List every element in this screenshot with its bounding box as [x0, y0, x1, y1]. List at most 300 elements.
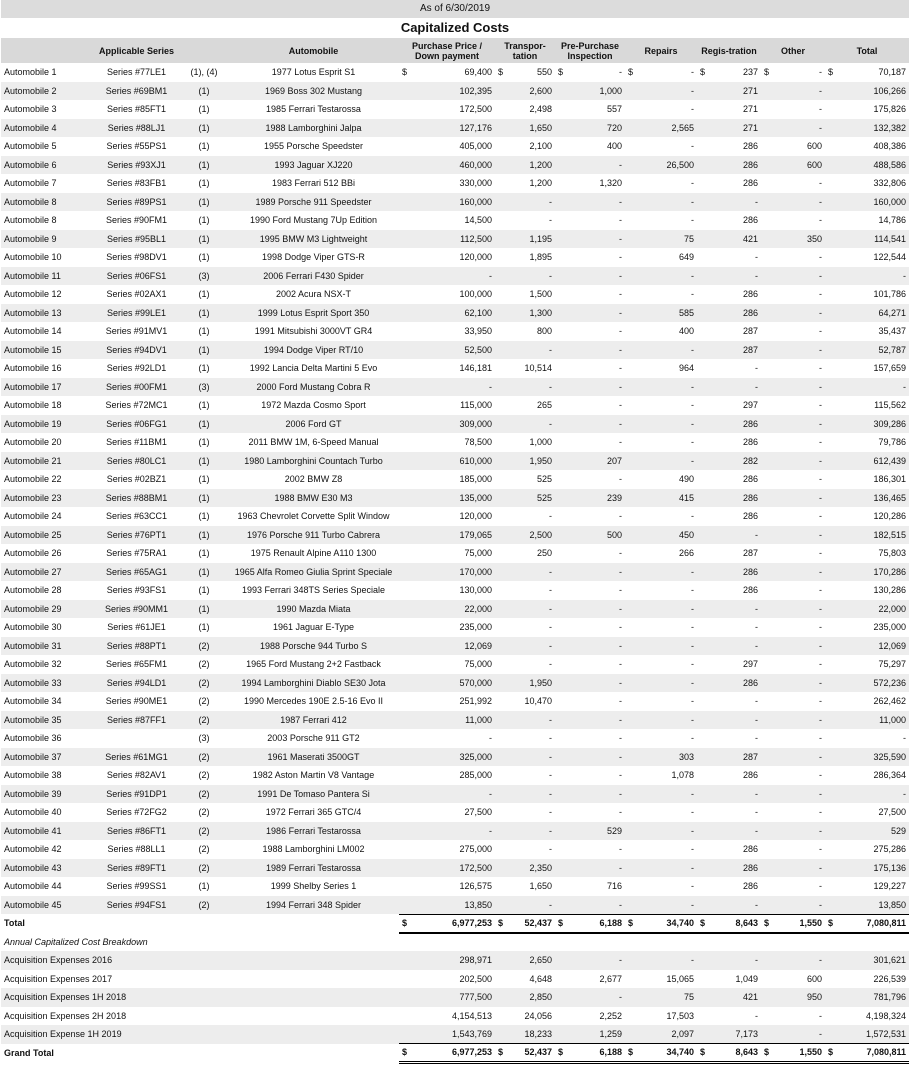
- purchase-cell-value: 610,000: [459, 455, 492, 466]
- total-cell: [825, 711, 909, 730]
- automobile-cell: 1994 Ferrari 348 Spider: [228, 896, 399, 915]
- automobile-cell: 1987 Ferrari 412: [228, 711, 399, 730]
- repairs-cell-value: -: [691, 289, 694, 300]
- purchase-cell-value: 126,575: [459, 881, 492, 892]
- registration-cell-value: 287: [742, 344, 758, 355]
- registration-cell: [697, 119, 761, 138]
- registration-cell: [697, 285, 761, 304]
- inspection-cell: [555, 711, 625, 730]
- purchase-cell-value: 14,500: [464, 215, 492, 226]
- registration-cell-value: 421: [742, 233, 758, 244]
- total-cell: [825, 396, 909, 415]
- total-cell: [825, 100, 909, 119]
- repairs-cell: [625, 822, 697, 841]
- inspection-cell-value: 716: [606, 881, 622, 892]
- breakdown-registration: [697, 988, 761, 1007]
- transport-cell-value: 10,470: [524, 696, 552, 707]
- transport-cell-value: -: [549, 788, 552, 799]
- table-header-row: [1, 38, 909, 63]
- breakdown-heading: Annual Capitalized Cost Breakdown: [4, 937, 148, 948]
- transport-cell-value: 525: [536, 492, 552, 503]
- inspection-cell-value: -: [619, 659, 622, 670]
- purchase-cell: [399, 526, 495, 545]
- total-cell-value: 612,439: [873, 455, 906, 466]
- series-cell: Series #87FF1: [93, 711, 180, 730]
- other-cell-value: -: [819, 881, 822, 892]
- note-cell: (1): [198, 474, 210, 485]
- currency-symbol: $: [700, 67, 706, 78]
- purchase-cell: [399, 822, 495, 841]
- repairs-cell: [625, 729, 697, 748]
- registration-cell-value: 286: [742, 566, 758, 577]
- automobile-id-cell: Automobile 20: [4, 437, 62, 448]
- header-registration: Regis-tration: [697, 38, 761, 63]
- purchase-cell-value: 13,850: [464, 899, 492, 910]
- note-cell: (1): [198, 400, 210, 411]
- grand-total-row-other: [761, 1044, 825, 1063]
- series-cell: Series #02AX1: [106, 289, 167, 300]
- grand-total-row-total-value: 7,080,811: [866, 1047, 906, 1058]
- inspection-cell: [555, 63, 625, 82]
- other-cell-value: -: [819, 289, 822, 300]
- purchase-cell-value: 570,000: [459, 677, 492, 688]
- other-cell-value: 600: [806, 141, 822, 152]
- transport-cell: [495, 100, 555, 119]
- other-cell: [761, 230, 825, 249]
- total-cell: [825, 378, 909, 397]
- transport-cell: [495, 896, 555, 915]
- other-cell: [761, 248, 825, 267]
- automobile-id-cell: Automobile 33: [1, 674, 93, 693]
- grand-total-row-registration: [697, 1044, 761, 1063]
- series-cell: [93, 729, 180, 748]
- repairs-cell: [625, 896, 697, 915]
- inspection-cell-value: -: [619, 67, 622, 78]
- inspection-cell-value: -: [619, 714, 622, 725]
- series-cell: Series #92LD1: [106, 363, 167, 374]
- breakdown-row: [1, 951, 909, 970]
- breakdown-other-value: 950: [806, 992, 822, 1003]
- inspection-cell-value: -: [619, 770, 622, 781]
- transport-cell: [495, 748, 555, 767]
- registration-cell: [697, 896, 761, 915]
- inspection-cell-value: -: [619, 344, 622, 355]
- breakdown-registration-value: -: [755, 955, 758, 966]
- note-cell: (1): [180, 526, 228, 545]
- registration-cell-value: 297: [742, 659, 758, 670]
- total-cell-value: 572,236: [873, 677, 906, 688]
- registration-cell-value: 286: [742, 418, 758, 429]
- transport-cell-value: -: [549, 733, 552, 744]
- repairs-cell: [625, 563, 697, 582]
- grand-total-row: [1, 1044, 909, 1063]
- table-row: [1, 637, 909, 656]
- transport-cell-value: 1,950: [529, 677, 552, 688]
- inspection-cell-value: -: [619, 159, 622, 170]
- automobile-id-cell: Automobile 5: [4, 141, 57, 152]
- purchase-cell: [399, 600, 495, 619]
- repairs-cell: [625, 711, 697, 730]
- note-cell: (1): [198, 363, 210, 374]
- total-row-total: [825, 914, 909, 933]
- note-cell: (1): [180, 563, 228, 582]
- registration-cell: [697, 230, 761, 249]
- series-cell: Series #90ME1: [105, 696, 168, 707]
- table-row: [1, 785, 909, 804]
- total-cell-value: 64,271: [878, 307, 906, 318]
- other-cell-value: -: [819, 492, 822, 503]
- inspection-cell: [555, 840, 625, 859]
- registration-cell: [697, 359, 761, 378]
- repairs-cell: [625, 433, 697, 452]
- repairs-cell: [625, 396, 697, 415]
- repairs-cell-value: -: [691, 196, 694, 207]
- other-cell: [761, 544, 825, 563]
- transport-cell-value: -: [549, 566, 552, 577]
- capitalized-costs-sheet: [1, 0, 909, 1064]
- total-cell: [825, 822, 909, 841]
- total-cell-value: 332,806: [873, 178, 906, 189]
- series-cell: Series #99LE1: [93, 304, 180, 323]
- repairs-cell-value: 649: [678, 252, 694, 263]
- transport-cell: [495, 415, 555, 434]
- registration-cell: [697, 563, 761, 582]
- purchase-cell-value: 135,000: [459, 492, 492, 503]
- inspection-cell-value: -: [619, 899, 622, 910]
- other-cell-value: -: [819, 677, 822, 688]
- inspection-cell-value: -: [619, 622, 622, 633]
- other-cell: [761, 692, 825, 711]
- currency-symbol: $: [558, 918, 564, 928]
- total-cell-value: 70,187: [878, 67, 906, 78]
- currency-symbol: $: [498, 918, 504, 928]
- automobile-id-cell: Automobile 22: [4, 474, 62, 485]
- purchase-cell: [399, 378, 495, 397]
- breakdown-inspection-value: -: [619, 992, 622, 1003]
- total-cell: [825, 63, 909, 82]
- automobile-cell: 2002 BMW Z8: [284, 474, 343, 485]
- inspection-cell: [555, 581, 625, 600]
- automobile-id-cell: Automobile 8: [1, 193, 93, 212]
- repairs-cell: [625, 600, 697, 619]
- total-cell: [825, 82, 909, 101]
- automobile-cell: 1988 Lamborghini LM002: [262, 844, 365, 855]
- total-cell: [825, 322, 909, 341]
- purchase-cell-value: 75,000: [464, 548, 492, 559]
- purchase-cell: [399, 193, 495, 212]
- transport-cell: [495, 729, 555, 748]
- other-cell: [761, 785, 825, 804]
- inspection-cell: [555, 803, 625, 822]
- table-row: [1, 896, 909, 915]
- automobile-cell: 1976 Porsche 911 Turbo Cabrera: [228, 526, 399, 545]
- other-cell: [761, 655, 825, 674]
- currency-symbol: $: [828, 67, 834, 78]
- transport-cell: [495, 137, 555, 156]
- note-cell: (1): [180, 230, 228, 249]
- total-cell: [825, 359, 909, 378]
- registration-cell-value: -: [755, 640, 758, 651]
- repairs-cell: [625, 581, 697, 600]
- automobile-id-cell: Automobile 16: [4, 363, 62, 374]
- other-cell: [761, 378, 825, 397]
- purchase-cell: [399, 766, 495, 785]
- other-cell-value: -: [819, 825, 822, 836]
- other-cell-value: -: [819, 122, 822, 133]
- breakdown-other: [761, 1025, 825, 1044]
- inspection-cell: [555, 378, 625, 397]
- table-row: [1, 322, 909, 341]
- series-cell: Series #76PT1: [93, 526, 180, 545]
- repairs-cell-value: -: [691, 141, 694, 152]
- breakdown-total: [825, 1007, 909, 1026]
- transport-cell: [495, 470, 555, 489]
- registration-cell: [697, 544, 761, 563]
- inspection-cell-value: -: [619, 603, 622, 614]
- registration-cell-value: 286: [742, 159, 758, 170]
- registration-cell: [697, 304, 761, 323]
- spacer-cell: [180, 914, 228, 933]
- note-cell: (1): [180, 156, 228, 175]
- table-row: [1, 655, 909, 674]
- registration-cell-value: 286: [742, 844, 758, 855]
- registration-cell: [697, 137, 761, 156]
- total-cell: [825, 600, 909, 619]
- purchase-cell-value: 330,000: [459, 178, 492, 189]
- purchase-cell-value: 75,000: [464, 659, 492, 670]
- breakdown-label: Acquisition Expenses 1H 2018: [1, 988, 399, 1007]
- total-cell: [825, 193, 909, 212]
- total-row-inspection-value: 6,188: [599, 918, 622, 928]
- repairs-cell-value: -: [691, 455, 694, 466]
- automobile-id-cell: Automobile 19: [1, 415, 93, 434]
- header-repairs: Repairs: [625, 38, 697, 63]
- registration-cell-value: 286: [742, 492, 758, 503]
- repairs-cell-value: 75: [683, 233, 694, 244]
- spacer-cell: [228, 914, 399, 933]
- other-cell: [761, 637, 825, 656]
- grand-total-row-transport: [495, 1044, 555, 1063]
- purchase-cell-value: 172,500: [459, 862, 492, 873]
- other-cell-value: -: [819, 659, 822, 670]
- breakdown-total: [825, 988, 909, 1007]
- note-cell: (2): [180, 674, 228, 693]
- breakdown-other: [761, 970, 825, 989]
- other-cell-value: -: [819, 400, 822, 411]
- purchase-cell: [399, 267, 495, 286]
- other-cell: [761, 452, 825, 471]
- series-cell: Series #69BM1: [93, 82, 180, 101]
- purchase-cell-value: 100,000: [459, 289, 492, 300]
- inspection-cell: [555, 119, 625, 138]
- transport-cell-value: 800: [536, 326, 552, 337]
- purchase-cell: [399, 82, 495, 101]
- registration-cell-value: 287: [742, 326, 758, 337]
- purchase-cell-value: 120,000: [459, 511, 492, 522]
- series-cell: Series #65FM1: [105, 659, 168, 670]
- transport-cell-value: -: [549, 751, 552, 762]
- table-row: [1, 748, 909, 767]
- total-cell: [825, 341, 909, 360]
- total-cell-value: 79,786: [878, 437, 906, 448]
- total-cell: [825, 748, 909, 767]
- series-cell: Series #55PS1: [106, 141, 167, 152]
- automobile-id-cell: Automobile 4: [1, 119, 93, 138]
- automobile-id-cell: Automobile 37: [1, 748, 93, 767]
- inspection-cell-value: -: [619, 363, 622, 374]
- automobile-cell: 1990 Mazda Miata: [228, 600, 399, 619]
- transport-cell: [495, 193, 555, 212]
- note-cell: (2): [180, 711, 228, 730]
- transport-cell: [495, 452, 555, 471]
- total-row-total-value: 7,080,811: [866, 918, 906, 928]
- registration-cell-value: -: [755, 622, 758, 633]
- other-cell: [761, 267, 825, 286]
- breakdown-inspection-value: 2,252: [599, 1010, 622, 1021]
- registration-cell: [697, 341, 761, 360]
- registration-cell-value: 286: [742, 770, 758, 781]
- grand-total-row-purchase-value: 6,977,253: [451, 1047, 492, 1058]
- total-cell-value: 175,136: [873, 862, 906, 873]
- total-cell: [825, 137, 909, 156]
- transport-cell-value: -: [549, 807, 552, 818]
- total-cell-value: 160,000: [873, 196, 906, 207]
- table-row: [1, 859, 909, 878]
- automobile-id-cell: Automobile 31: [1, 637, 93, 656]
- registration-cell: [697, 748, 761, 767]
- transport-cell: [495, 433, 555, 452]
- automobile-id-cell: Automobile 12: [4, 289, 62, 300]
- automobile-cell: 2006 Ford GT: [228, 415, 399, 434]
- inspection-cell: [555, 507, 625, 526]
- header-inspection: Pre-Purchase Inspection: [555, 38, 625, 63]
- registration-cell-value: -: [755, 270, 758, 281]
- other-cell-value: -: [819, 196, 822, 207]
- registration-cell: [697, 581, 761, 600]
- total-cell-value: 286,364: [873, 770, 906, 781]
- breakdown-label: Acquisition Expenses 2017: [4, 973, 113, 984]
- automobile-cell: 1999 Shelby Series 1: [270, 881, 357, 892]
- registration-cell-value: 286: [742, 862, 758, 873]
- total-cell-value: 13,850: [878, 899, 906, 910]
- inspection-cell: [555, 489, 625, 508]
- purchase-cell-value: -: [489, 270, 492, 281]
- repairs-cell: [625, 544, 697, 563]
- purchase-cell: [399, 341, 495, 360]
- registration-cell: [697, 322, 761, 341]
- purchase-cell: [399, 322, 495, 341]
- grand-total-row-repairs: [625, 1044, 697, 1063]
- total-row-purchase: [399, 914, 495, 933]
- total-cell: [825, 803, 909, 822]
- transport-cell: [495, 785, 555, 804]
- transport-cell: [495, 248, 555, 267]
- transport-cell: [495, 304, 555, 323]
- table-row: [1, 378, 909, 397]
- automobile-id-cell: Automobile 3: [4, 104, 57, 115]
- inspection-cell-value: 500: [606, 529, 622, 540]
- registration-cell-value: 237: [742, 67, 758, 78]
- automobile-id-cell: Automobile 13: [1, 304, 93, 323]
- inspection-cell-value: -: [619, 844, 622, 855]
- inspection-cell: [555, 100, 625, 119]
- table-row: [1, 119, 909, 138]
- repairs-cell-value: -: [691, 622, 694, 633]
- other-cell: [761, 174, 825, 193]
- registration-cell-value: 271: [742, 85, 758, 96]
- purchase-cell-value: 179,065: [459, 529, 492, 540]
- inspection-cell-value: -: [619, 807, 622, 818]
- inspection-cell-value: -: [619, 566, 622, 577]
- other-cell: [761, 82, 825, 101]
- inspection-cell: [555, 563, 625, 582]
- repairs-cell-value: -: [691, 696, 694, 707]
- total-cell: [825, 156, 909, 175]
- other-cell: [761, 822, 825, 841]
- registration-cell: [697, 711, 761, 730]
- transport-cell-value: -: [549, 381, 552, 392]
- inspection-cell-value: -: [619, 696, 622, 707]
- automobile-id-cell: Automobile 30: [4, 622, 62, 633]
- other-cell-value: -: [819, 862, 822, 873]
- total-cell-value: 35,437: [878, 326, 906, 337]
- series-cell: Series #94LD1: [93, 674, 180, 693]
- other-cell: [761, 137, 825, 156]
- other-cell-value: -: [819, 381, 822, 392]
- total-cell: [825, 655, 909, 674]
- registration-cell: [697, 840, 761, 859]
- transport-cell-value: 1,500: [529, 289, 552, 300]
- transport-cell-value: -: [549, 844, 552, 855]
- other-cell: [761, 211, 825, 230]
- repairs-cell: [625, 489, 697, 508]
- inspection-cell-value: -: [619, 196, 622, 207]
- purchase-cell: [399, 896, 495, 915]
- transport-cell: [495, 711, 555, 730]
- registration-cell-value: -: [755, 196, 758, 207]
- repairs-cell: [625, 674, 697, 693]
- note-cell: (1): [198, 437, 210, 448]
- breakdown-transport-value: 24,056: [524, 1010, 552, 1021]
- inspection-cell-value: -: [619, 733, 622, 744]
- table-row: [1, 526, 909, 545]
- other-cell: [761, 674, 825, 693]
- total-cell-value: 170,286: [873, 566, 906, 577]
- inspection-cell: [555, 766, 625, 785]
- registration-cell-value: 286: [742, 437, 758, 448]
- grand-total-row-transport-value: 52,437: [524, 1047, 552, 1058]
- other-cell: [761, 100, 825, 119]
- repairs-cell: [625, 655, 697, 674]
- registration-cell: [697, 637, 761, 656]
- total-cell-value: 120,286: [873, 511, 906, 522]
- series-cell: Series #90FM1: [105, 215, 168, 226]
- breakdown-inspection: [555, 951, 625, 970]
- note-cell: (1): [180, 452, 228, 471]
- purchase-cell: [399, 507, 495, 526]
- table-row: [1, 803, 909, 822]
- inspection-cell: [555, 785, 625, 804]
- series-cell: Series #00FM1: [93, 378, 180, 397]
- registration-cell: [697, 267, 761, 286]
- other-cell: [761, 433, 825, 452]
- currency-symbol: $: [828, 918, 834, 928]
- purchase-cell-value: -: [489, 788, 492, 799]
- repairs-cell: [625, 415, 697, 434]
- note-cell: (1): [198, 215, 210, 226]
- note-cell: (1): [198, 326, 210, 337]
- repairs-cell: [625, 359, 697, 378]
